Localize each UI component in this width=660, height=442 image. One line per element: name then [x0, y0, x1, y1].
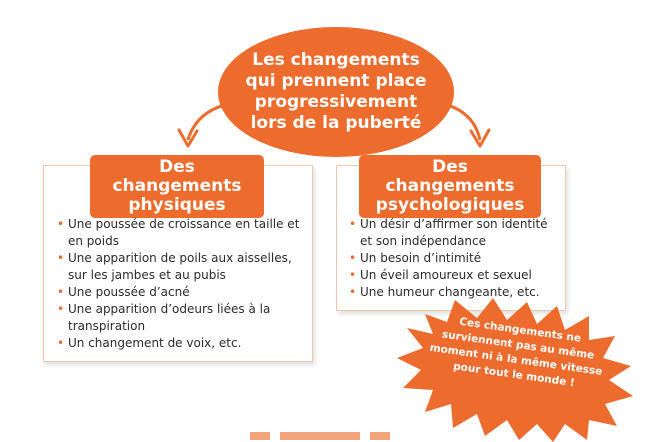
psychological-changes-box	[336, 157, 566, 311]
list-item: • Une poussée de croissance en taille et en poids	[57, 216, 305, 250]
central-topic-text: Les changements qui prennent place progressivement lors de la puberté	[245, 50, 427, 133]
list-item: • Un besoin d’intimité	[349, 250, 561, 267]
physical-changes-box	[43, 157, 313, 362]
list-item: • Un désir d’affirmer son identité et son indépendance	[349, 216, 561, 250]
list-item: • Un changement de voix, etc.	[57, 335, 305, 352]
list-item: • Une poussée d’acné	[57, 284, 305, 301]
bottom-decoration	[250, 428, 390, 440]
callout-text: Ces changements ne surviennent pas au même moment ni à la même vitesse pour tout le monde !	[428, 315, 604, 390]
psychological-changes-heading: Des changements psychologiques	[359, 155, 541, 218]
psychological-changes-list	[349, 216, 561, 301]
list-item: • Un éveil amoureux et sexuel	[349, 267, 561, 284]
list-item: • Une apparition d’odeurs liées à la transpiration	[57, 301, 305, 335]
central-topic-oval	[218, 27, 454, 157]
physical-changes-heading: Des changements physiques	[90, 155, 264, 218]
list-item: • Une humeur changeante, etc.	[349, 284, 561, 301]
list-item: • Une apparition de poils aux aisselles, sur les jambes et au pubis	[57, 250, 305, 284]
physical-changes-list	[57, 216, 305, 352]
